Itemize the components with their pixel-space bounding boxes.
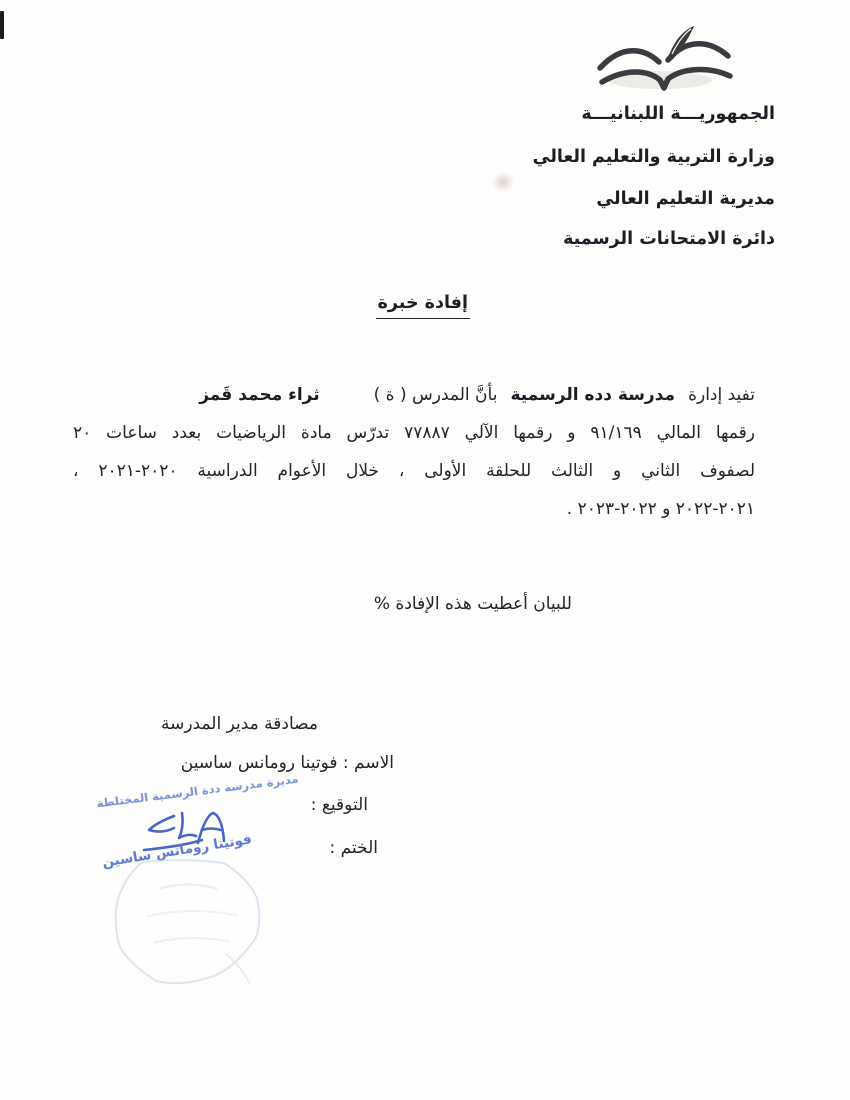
- body-line-4: ٢٠٢١-٢٠٢٢ و ٢٠٢٢-٢٠٢٣ .: [566, 499, 755, 519]
- body-line-1: [73, 376, 755, 414]
- header-republic-line: الجمهوريـــة اللبنانيـــة: [581, 104, 775, 124]
- principal-name-line: الاسم : فوتينا رومانس ساسين: [180, 753, 394, 773]
- document-title: إفادة خبرة: [376, 293, 470, 319]
- stamp-school-title-text: مديرة مدرسة ددة الرسمية المختلطة: [95, 771, 300, 811]
- teacher-name: ثراء محمد قَمز: [199, 385, 320, 405]
- faint-stamp-outline: [106, 856, 276, 996]
- scan-smudge: [492, 172, 514, 192]
- principal-certification-heading: مصادقة مدير المدرسة: [160, 714, 318, 734]
- seal-label: الختم :: [329, 838, 378, 858]
- scan-edge-artifact: [0, 11, 4, 39]
- signature-label: التوقيع :: [310, 795, 368, 815]
- header-exams-department-line: دائرة الامتحانات الرسمية: [562, 229, 775, 249]
- stamp-principal-name-text: فوتينا روماتس ساسين: [101, 831, 253, 871]
- body-paragraph: [73, 376, 755, 528]
- body-line1-intro: تفيد إدارة: [688, 385, 755, 405]
- body-line-2: رقمها المالي ٩١/١٦٩ و رقمها الآلي ٧٧٨٨٧ تدرّس مادة الرياضيات بعدد ساعات ٢٠: [73, 423, 755, 443]
- header-ministry-line: وزارة التربية والتعليم العالي: [532, 147, 775, 167]
- school-name: مدرسة دده الرسمية: [510, 385, 676, 405]
- header-directorate-line: مديرية التعليم العالي: [596, 189, 775, 209]
- ministry-open-book-quill-icon: [588, 24, 744, 116]
- body-line-3: لصفوف الثاني و الثالث للحلقة الأولى ، خلال الأعوام الدراسية ٢٠٢٠-٢٠٢١ ،: [73, 461, 755, 481]
- body-line1-middle: بأنَّ المدرس ( ة ): [373, 385, 498, 405]
- closing-statement: للبيان أعطيت هذه الإفادة %: [373, 594, 572, 614]
